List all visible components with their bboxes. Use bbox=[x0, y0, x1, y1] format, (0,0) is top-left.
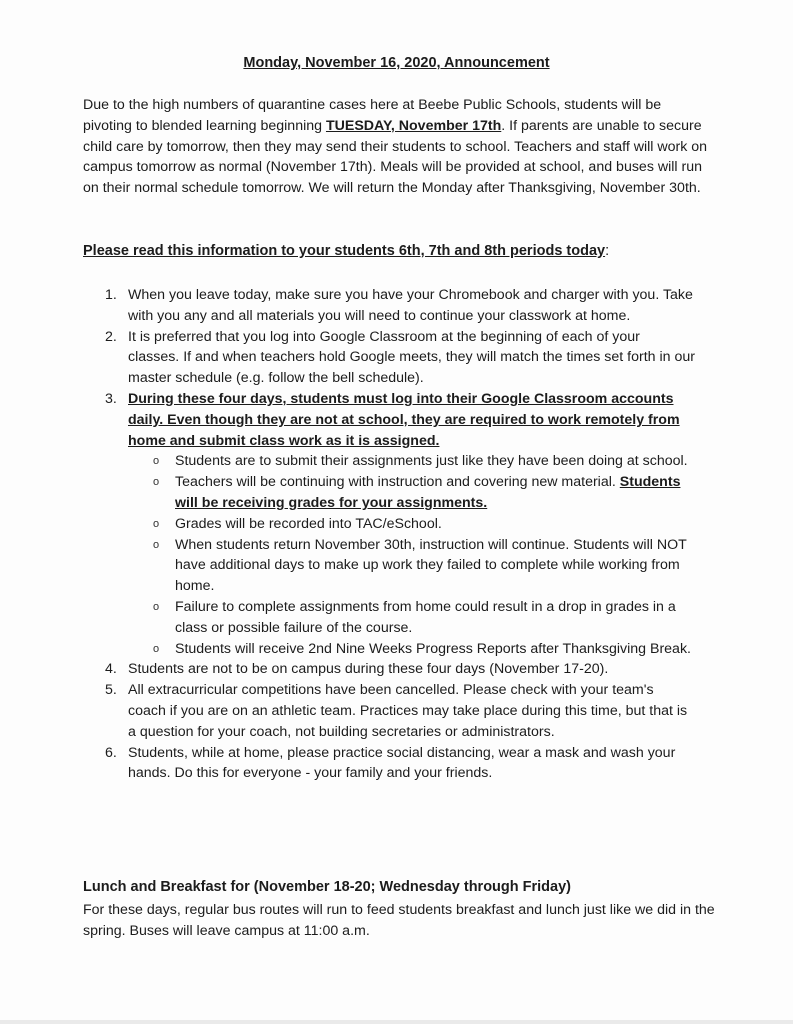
sub-list-item-1 bbox=[105, 451, 695, 472]
list-number: 1. bbox=[105, 287, 117, 303]
sub-list-item-text: Failure to complete assignments from home could result in a drop in grades in a class or possible failure of the course. bbox=[175, 598, 676, 636]
intro-text-part2: . If parents are unable to secure child care by tomorrow, then they may send their students to school. Teachers and staff will work on campus tomorrow as normal (November 17th). Meals will be provided at school, and buses will run on their normal schedule tomorrow. We will return the Monday after Thanksgiving, November 30th. bbox=[83, 117, 708, 197]
intro-paragraph bbox=[83, 95, 713, 199]
list-item-6 bbox=[105, 743, 695, 785]
sub-list-item-6 bbox=[105, 639, 695, 660]
page-title: Monday, November 16, 2020, Announcement bbox=[243, 55, 550, 71]
intro-text-part1: Due to the high numbers of quarantine cases here at Beebe Public Schools, students will be pivoting to blended learning beginning bbox=[83, 97, 662, 134]
sub-list-item-text: When students return November 30th, instruction will continue. Students will NOT have additional days to make up work they failed to complete while working from home. bbox=[175, 536, 687, 595]
sub-list-item-text: Students are to submit their assignments just like they have been doing at school. bbox=[175, 453, 688, 470]
list-number: 3. bbox=[105, 390, 117, 407]
list-number: 4. bbox=[105, 661, 117, 678]
hollow-bullet-icon: o bbox=[153, 600, 160, 613]
sub-list-item-text: Students will receive 2nd Nine Weeks Progress Reports after Thanksgiving Break. bbox=[175, 640, 691, 657]
list-item-3 bbox=[105, 389, 695, 451]
list-item-5 bbox=[105, 680, 695, 742]
list-number: 6. bbox=[105, 744, 117, 761]
sub-list-item-5 bbox=[105, 597, 695, 639]
sub-list-item-text: Grades will be recorded into TAC/eSchool. bbox=[175, 515, 442, 532]
instructions-heading-text: Please read this information to your students 6th, 7th and 8th periods today bbox=[83, 243, 606, 259]
sub-list-item-text: Teachers will be continuing with instruction and covering new material. bbox=[175, 474, 620, 491]
hollow-bullet-icon: o bbox=[153, 455, 160, 468]
list-item-text: During these four days, students must log into their Google Classroom accounts daily. Even though they are not at school, they are required to work remotely from home and submit class work as it is assigned. bbox=[128, 390, 680, 449]
intro-date-emphasis: TUESDAY, November 17th bbox=[325, 117, 502, 134]
sub-list-item-emphasis: Students will be receiving grades for your assignments. bbox=[175, 474, 681, 511]
hollow-bullet-icon: o bbox=[153, 538, 160, 551]
lunch-paragraph: For these days, regular bus routes will run to feed students breakfast and lunch just like we did in the spring. Buses will leave campus at 11:00 a.m. bbox=[83, 902, 715, 939]
instructions-heading-colon: : bbox=[605, 243, 610, 259]
list-item-1 bbox=[105, 285, 695, 327]
page-bottom-edge bbox=[0, 1020, 793, 1024]
hollow-bullet-icon: o bbox=[153, 517, 160, 530]
list-item-text: When you leave today, make sure you have your Chromebook and charger with you. Take with you any and all materials you will need to continue your classwork at home. bbox=[128, 287, 693, 324]
list-item-text: Students, while at home, please practice social distancing, wear a mask and wash your hands. Do this for everyone - your family and your friends. bbox=[128, 744, 676, 782]
list-number: 2. bbox=[105, 328, 117, 345]
hollow-bullet-icon: o bbox=[153, 642, 160, 655]
list-number: 5. bbox=[105, 682, 117, 699]
lunch-heading: Lunch and Breakfast for (November 18-20; Wednesday through Friday) bbox=[83, 879, 571, 895]
list-item-text: All extracurricular competitions have been cancelled. Please check with your team's coach if you are on an athletic team. Practices may take place during this time, but that is a question for your coach, not building secretaries or administrators. bbox=[128, 682, 688, 740]
sub-list-item-2 bbox=[105, 472, 695, 514]
sub-list-item-3 bbox=[105, 514, 695, 535]
list-item-2 bbox=[105, 327, 695, 389]
sub-list-item-4 bbox=[105, 535, 695, 597]
list-item-text: Students are not to be on campus during these four days (November 17-20). bbox=[128, 661, 609, 678]
list-item-text: It is preferred that you log into Google Classroom at the beginning of each of your classes. If and when teachers hold Google meets, they will match the times set forth in our master schedule (e.g. follow the bell schedule). bbox=[128, 328, 695, 387]
instructions-heading bbox=[83, 243, 609, 259]
hollow-bullet-icon: o bbox=[153, 476, 160, 489]
numbered-list bbox=[105, 285, 695, 784]
list-item-4 bbox=[105, 659, 695, 680]
